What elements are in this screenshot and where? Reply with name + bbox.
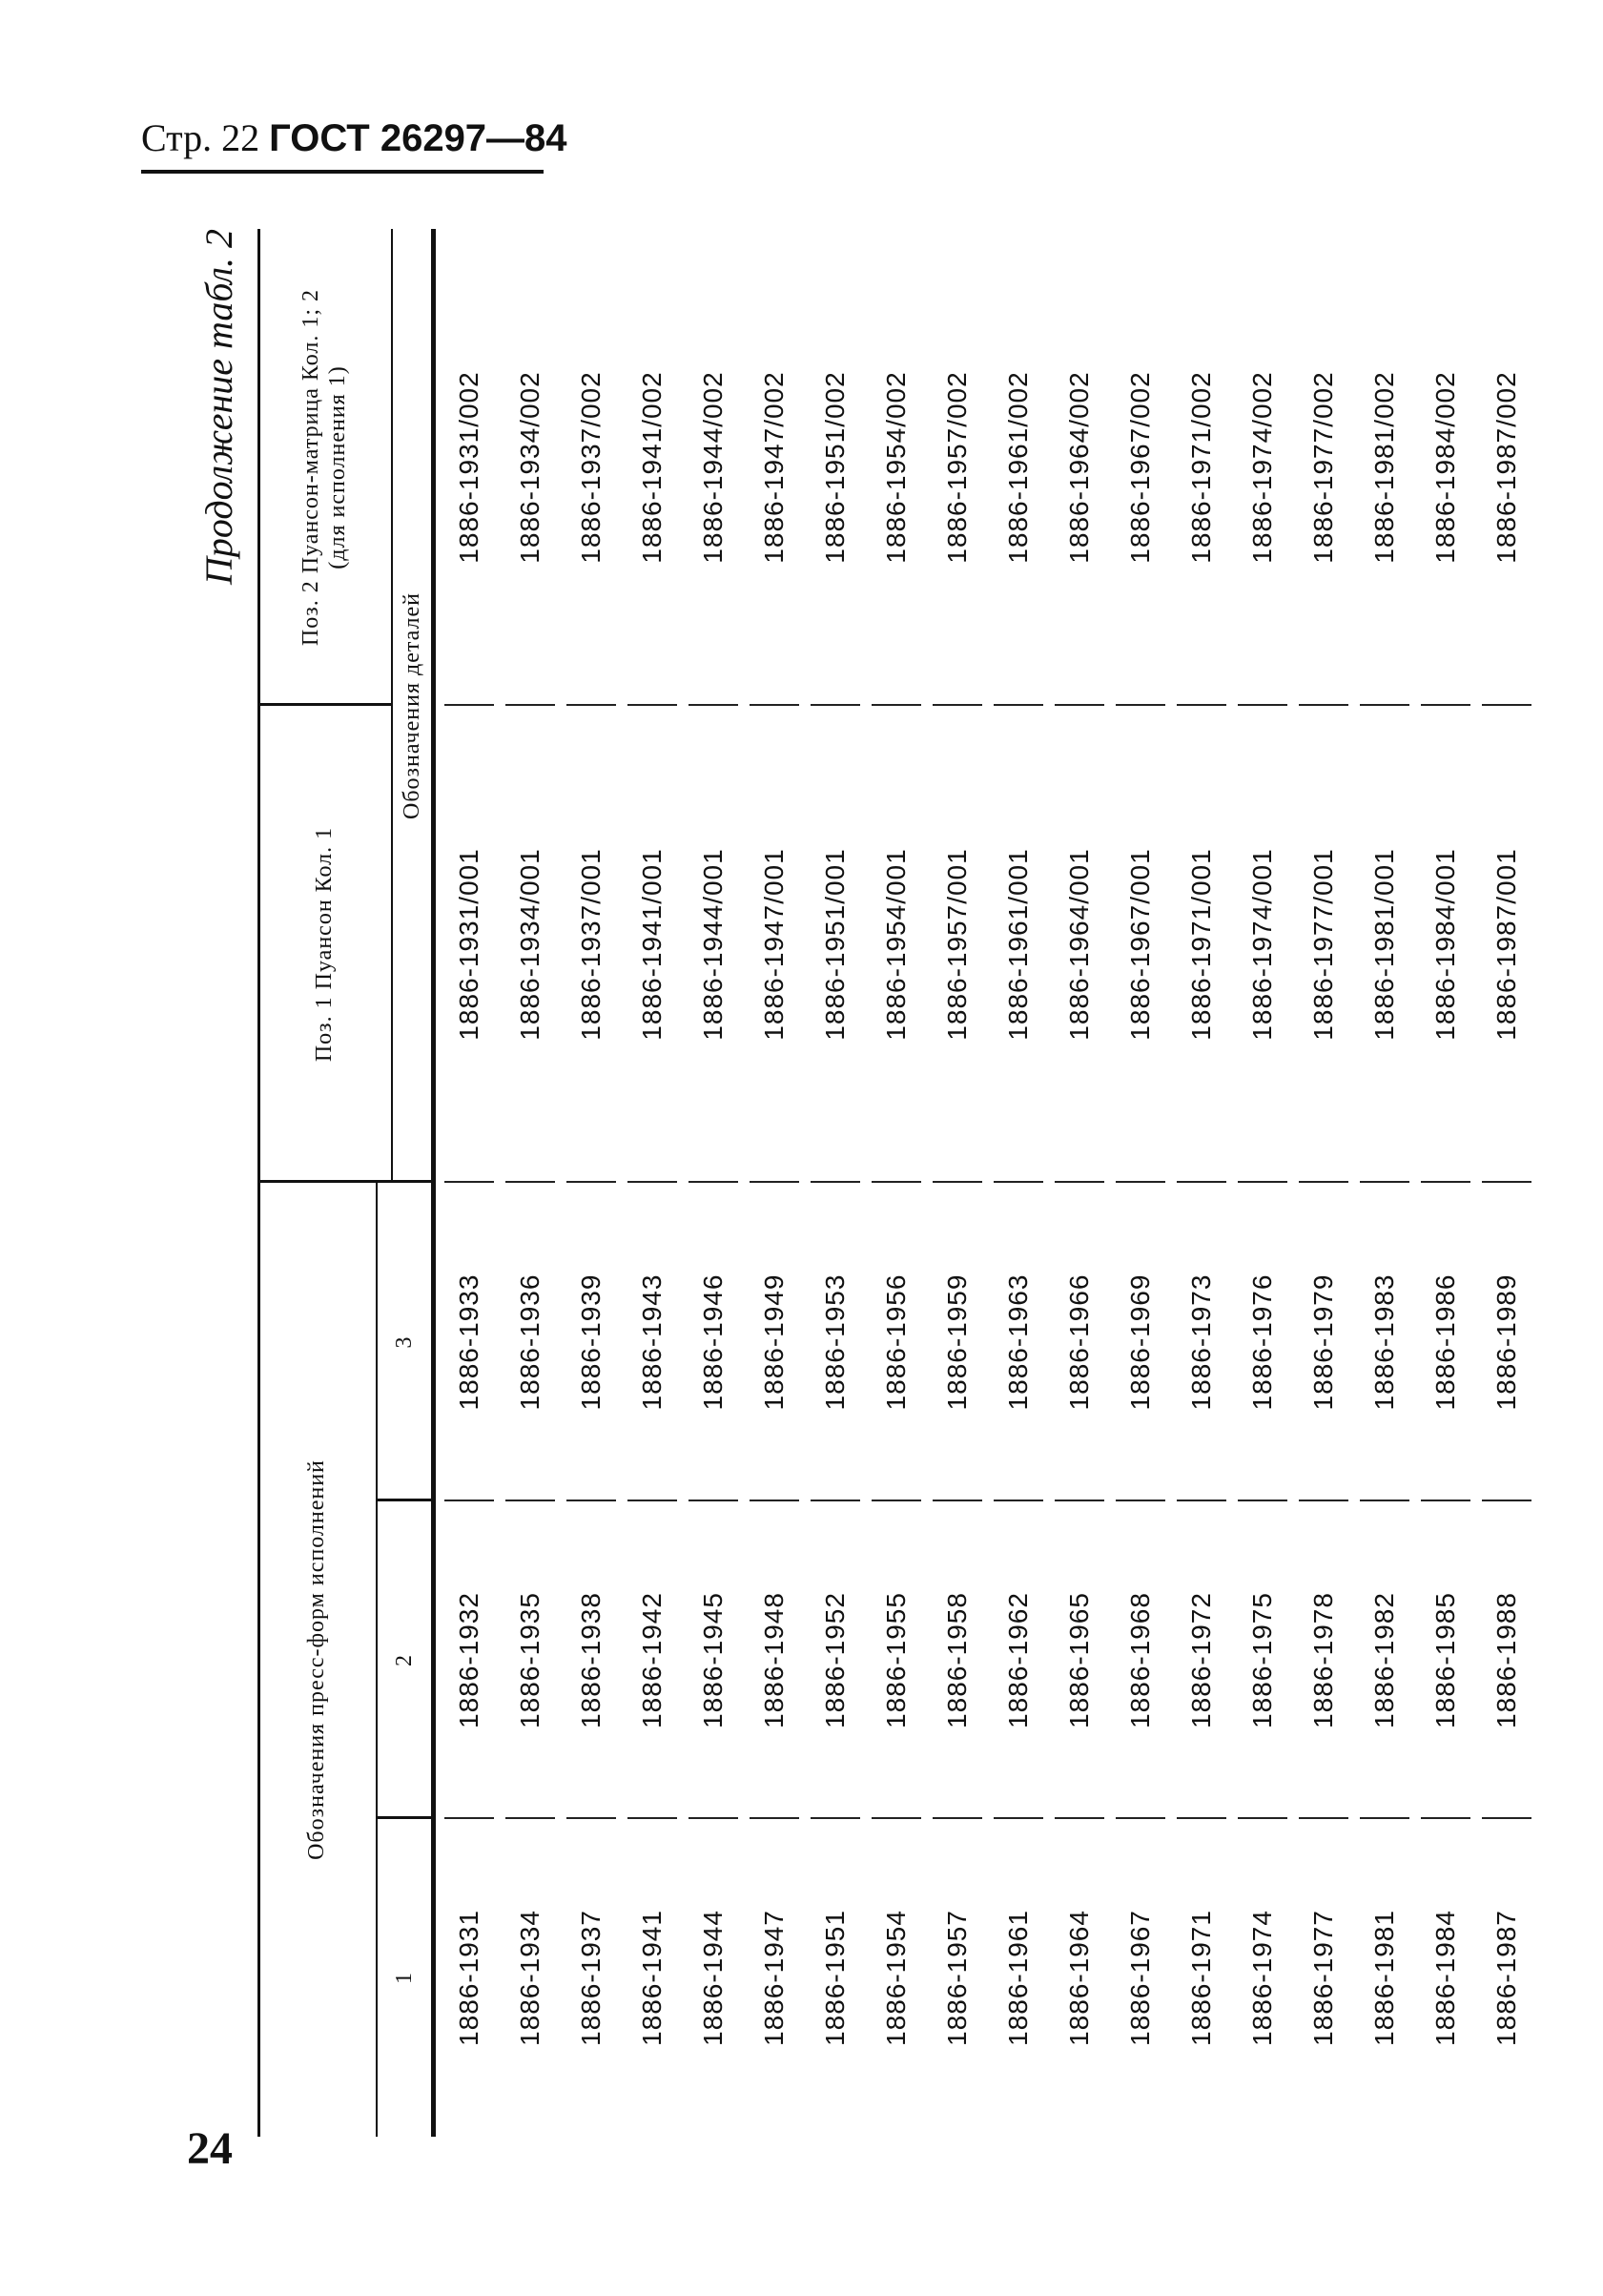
table-cell-c1: 1886-1947 (759, 1910, 789, 2046)
table-cell-p1: 1886-1977/001 (1308, 848, 1338, 1041)
table-cell-c2: 1886-1965 (1064, 1592, 1094, 1728)
table-cell-c1: 1886-1964 (1064, 1910, 1094, 2046)
table-cell-p1: 1886-1944/001 (698, 848, 728, 1041)
table-cell-p2: 1886-1967/002 (1125, 371, 1155, 564)
table-cell-c1: 1886-1957 (942, 1910, 972, 2046)
table-cell-p1: 1886-1974/001 (1247, 848, 1277, 1041)
table-cell-p1: 1886-1987/001 (1491, 848, 1521, 1041)
table-cell-c2: 1886-1962 (1003, 1592, 1033, 1728)
table-cell-p2: 1886-1981/002 (1369, 371, 1399, 564)
table-cell-c2: 1886-1982 (1369, 1592, 1399, 1728)
table-cell-p2: 1886-1937/002 (576, 371, 606, 564)
table-cell-c2: 1886-1952 (820, 1592, 850, 1728)
table-cell-c2: 1886-1935 (515, 1592, 545, 1728)
table-cell-c3: 1886-1973 (1186, 1273, 1216, 1411)
table-cell-p1: 1886-1937/001 (576, 848, 606, 1041)
table-cell-p1: 1886-1934/001 (515, 848, 545, 1041)
table-cell-p1: 1886-1954/001 (881, 848, 911, 1041)
table-cell-p1: 1886-1947/001 (759, 848, 789, 1041)
cell-separator (1482, 1500, 1531, 1501)
pos2-header: Поз. 2 Пуансон-матрица Кол. 1; 2 (для исполнения 1) (298, 288, 350, 647)
table-cell-c1: 1886-1967 (1125, 1910, 1155, 2046)
table-cell-c1: 1886-1977 (1308, 1910, 1338, 2046)
table-cell-c1: 1886-1984 (1430, 1910, 1460, 2046)
table-cell-p1: 1886-1971/001 (1186, 848, 1216, 1041)
table-cell-c3: 1886-1986 (1430, 1273, 1460, 1411)
table-cell-p1: 1886-1957/001 (942, 848, 972, 1041)
table-cell-p2: 1886-1974/002 (1247, 371, 1277, 564)
table-cell-c3: 1886-1979 (1308, 1273, 1338, 1411)
table-cell-c2: 1886-1958 (942, 1592, 972, 1728)
table-cell-p2: 1886-1951/002 (820, 371, 850, 564)
table-cell-c2: 1886-1938 (576, 1592, 606, 1728)
table-cell-c3: 1886-1983 (1369, 1273, 1399, 1411)
table-cell-c1: 1886-1944 (698, 1910, 728, 2046)
page-header (141, 114, 567, 162)
table-cell-p1: 1886-1941/001 (637, 848, 667, 1041)
table-cell-c2: 1886-1955 (881, 1592, 911, 1728)
table-cell-c2: 1886-1975 (1247, 1592, 1277, 1728)
table-cell-c3: 1886-1936 (515, 1273, 545, 1411)
sub-header-3: 3 (392, 1335, 417, 1349)
table-cell-c3: 1886-1963 (1003, 1273, 1033, 1411)
standard-number: ГОСТ 26297—84 (269, 117, 567, 159)
sub-header-1: 1 (392, 1972, 417, 1984)
table-cell-p2: 1886-1947/002 (759, 371, 789, 564)
table-cell-c3: 1886-1969 (1125, 1273, 1155, 1411)
table-cell-p1: 1886-1984/001 (1430, 848, 1460, 1041)
pos3-column-strip (191, 229, 1449, 1183)
table-cell-c1: 1886-1937 (576, 1910, 606, 2046)
table-cell-c2: 1886-1972 (1186, 1592, 1216, 1728)
table-cell-p2: 1886-1941/002 (637, 371, 667, 564)
table-cell-c3: 1886-1956 (881, 1273, 911, 1411)
table-cell-p2: 1886-1957/002 (942, 371, 972, 564)
table-cell-c1: 1886-1971 (1186, 1910, 1216, 2046)
table-cell-c3: 1886-1943 (637, 1273, 667, 1411)
table-cell-c3: 1886-1953 (820, 1273, 850, 1411)
table-cell-p2: 1886-1961/002 (1003, 371, 1033, 564)
cell-separator (1482, 1181, 1531, 1183)
table-cell-p2: 1886-1954/002 (881, 371, 911, 564)
table-cell-p2: 1886-1987/002 (1491, 371, 1521, 564)
table-cell-c2: 1886-1945 (698, 1592, 728, 1728)
table-cell-c3: 1886-1976 (1247, 1273, 1277, 1411)
table-cell-p1: 1886-1931/001 (454, 848, 483, 1041)
table-cell-c1: 1886-1951 (820, 1910, 850, 2046)
table-cell-p2: 1886-1931/002 (454, 371, 483, 564)
sub-header-2: 2 (392, 1654, 417, 1666)
table-cell-c1: 1886-1941 (637, 1910, 667, 2046)
table-cell-p2: 1886-1964/002 (1064, 371, 1094, 564)
table-cell-p1: 1886-1961/001 (1003, 848, 1033, 1041)
table-cell-p1: 1886-1964/001 (1064, 848, 1094, 1041)
table-caption: Продолжение табл. 2 (197, 229, 240, 586)
page-folio: 24 (187, 2123, 233, 2174)
table-cell-c2: 1886-1948 (759, 1592, 789, 1728)
table-cell-c3: 1886-1959 (942, 1273, 972, 1411)
page-label: Стр. 22 (141, 116, 260, 159)
details-header: Обозначения деталей (400, 592, 424, 819)
header-rule (141, 170, 544, 174)
table-cell-c1: 1886-1987 (1491, 1910, 1521, 2046)
table-cell-p2: 1886-1984/002 (1430, 371, 1460, 564)
table-cell-c3: 1886-1946 (698, 1273, 728, 1411)
table-cell-c2: 1886-1968 (1125, 1592, 1155, 1728)
table-cell-p2: 1886-1971/002 (1186, 371, 1216, 564)
table-cell-c1: 1886-1954 (881, 1910, 911, 2046)
table-cell-p2: 1886-1977/002 (1308, 371, 1338, 564)
table-cell-p1: 1886-1967/001 (1125, 848, 1155, 1041)
table-cell-p2: 1886-1934/002 (515, 371, 545, 564)
cell-separator (1482, 704, 1531, 706)
table-cell-c1: 1886-1931 (454, 1910, 483, 2046)
pos1-header: Поз. 1 Пуансон Кол. 1 (312, 826, 337, 1063)
table-cell-c2: 1886-1988 (1491, 1592, 1521, 1728)
table-cell-c1: 1886-1974 (1247, 1910, 1277, 2046)
table-cell-c1: 1886-1961 (1003, 1910, 1033, 2046)
table-cell-p1: 1886-1951/001 (820, 848, 850, 1041)
table-cell-c2: 1886-1978 (1308, 1592, 1338, 1728)
table-cell-c3: 1886-1966 (1064, 1273, 1094, 1411)
table-cell-c2: 1886-1932 (454, 1592, 483, 1728)
group-header: Обозначения пресс-форм исполнений (304, 1459, 329, 1860)
table-cell-c1: 1886-1934 (515, 1910, 545, 2046)
table-cell-c3: 1886-1949 (759, 1273, 789, 1411)
table-cell-c1: 1886-1981 (1369, 1910, 1399, 2046)
table-cell-c3: 1886-1933 (454, 1273, 483, 1411)
table-cell-c3: 1886-1939 (576, 1273, 606, 1411)
table-cell-c3: 1886-1989 (1491, 1273, 1521, 1411)
table-cell-c2: 1886-1985 (1430, 1592, 1460, 1728)
cell-separator (1482, 1817, 1531, 1819)
table-row (1476, 229, 1537, 2137)
table-cell-p2: 1886-1944/002 (698, 371, 728, 564)
table-cell-p1: 1886-1981/001 (1369, 848, 1399, 1041)
table-cell-c2: 1886-1942 (637, 1592, 667, 1728)
